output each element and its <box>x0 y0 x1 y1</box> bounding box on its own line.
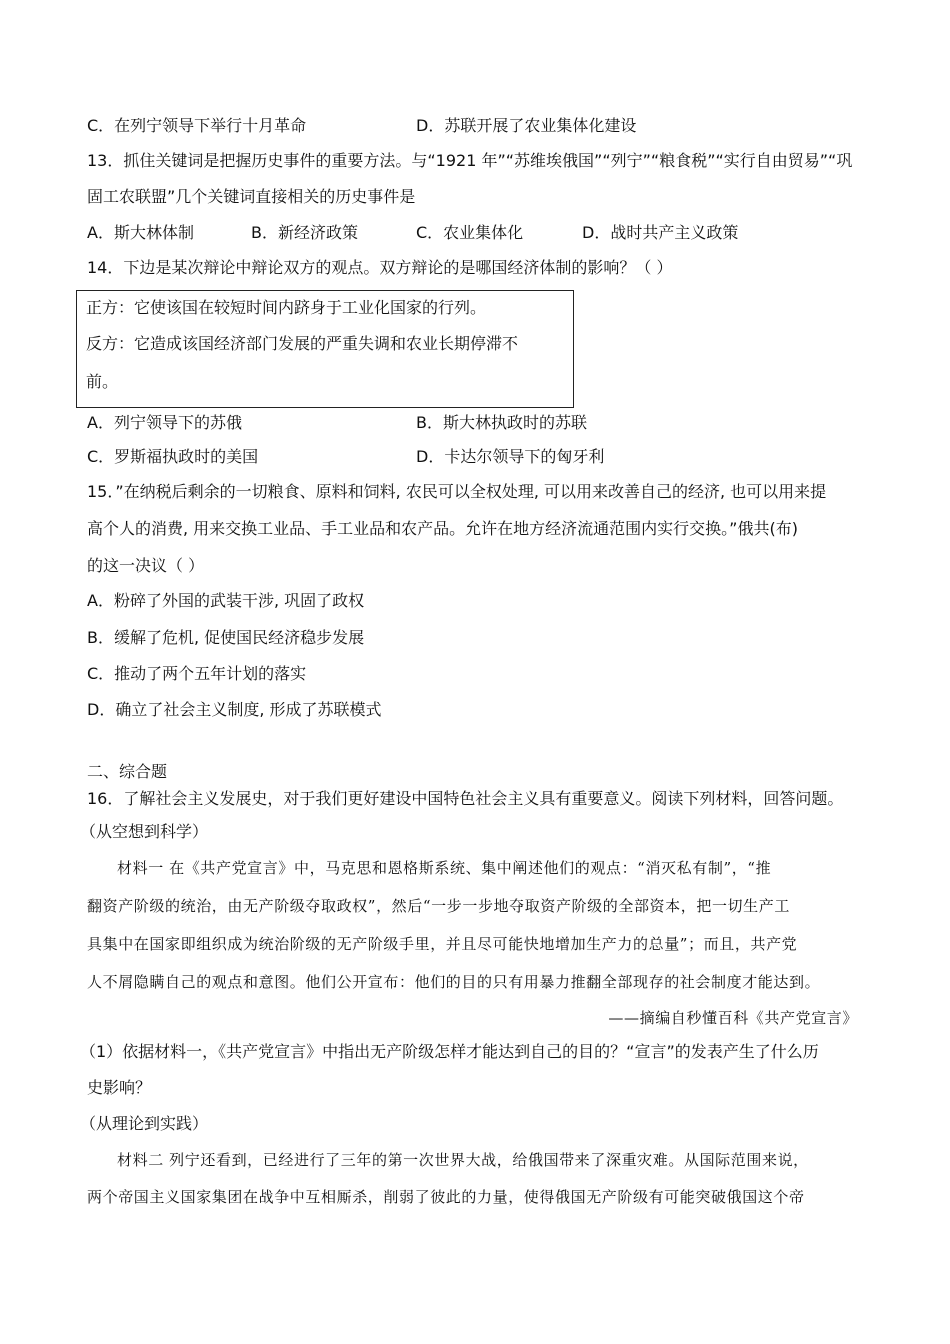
q13-option-c: C．农业集体化 <box>416 223 524 242</box>
q13-option-b: B．新经济政策 <box>251 223 358 242</box>
debate-con-line: 反方：它造成该国经济部门发展的严重失调和农业长期停滞不 <box>86 334 519 353</box>
q13-stem-line1: 13．抓住关键词是把握历史事件的重要方法。与“1921 年”“苏维埃俄国”“列宁”“粮食税”“实行自由贸易”“巩 <box>87 151 853 170</box>
q15-option-b: B．缓解了危机, 促使国民经济稳步发展 <box>87 628 365 647</box>
material1-source: ——摘编自秒懂百科《共产党宣言》 <box>608 1009 858 1027</box>
q14-stem: 14．下边是某次辩论中辩论双方的观点。双方辩论的是哪国经济体制的影响？（ ） <box>87 258 673 277</box>
material1-line4: 人不屑隐瞒自己的观点和意图。他们公开宣布：他们的目的只有用暴力推翻全部现存的社会制度才能达到。 <box>87 973 821 991</box>
q14-option-c: C．罗斯福执政时的美国 <box>87 447 259 466</box>
q16-part2-title: （从理论到实践） <box>80 1114 209 1133</box>
q12-option-c: C．在列宁领导下举行十月革命 <box>87 116 307 135</box>
q14-option-d: D．卡达尔领导下的匈牙利 <box>416 447 605 466</box>
debate-pro-line: 正方：它使该国在较短时间内跻身于工业化国家的行列。 <box>86 298 487 317</box>
q15-option-d: D．确立了社会主义制度, 形成了苏联模式 <box>87 700 382 719</box>
q13-option-d: D．战时共产主义政策 <box>582 223 739 242</box>
q16-sub1-line2: 史影响？ <box>87 1078 152 1097</box>
q16-part1-title: （从空想到科学） <box>80 822 209 841</box>
material1-line3: 具集中在国家即组织成为统治阶级的无产阶级手里，并且尽可能快地增加生产力的总量”；而且，共产党 <box>87 935 798 953</box>
q15-stem-line3: 的这一决议（ ） <box>87 556 205 575</box>
q16-sub1-line1: （1）依据材料一，《共产党宣言》中指出无产阶级怎样才能达到自己的目的？“宣言”的发表产生了什么历 <box>80 1042 819 1061</box>
q15-stem-line2: 高个人的消费, 用来交换工业品、手工业品和农产品。允许在地方经济流通范围内实行交换。”俄共(布) <box>87 519 798 538</box>
q15-option-c: C．推动了两个五年计划的落实 <box>87 664 307 683</box>
q14-option-a: A．列宁领导下的苏俄 <box>87 413 242 432</box>
q13-option-a: A．斯大林体制 <box>87 223 194 242</box>
debate-con-line-end: 前。 <box>86 372 119 391</box>
q15-stem-line1: 15．”在纳税后剩余的一切粮食、原料和饲料, 农民可以全权处理, 可以用来改善自己的经济, 也可以用来提 <box>87 482 827 501</box>
q16-stem: 16．了解社会主义发展史，对于我们更好建设中国特色社会主义具有重要意义。阅读下列材料，回答问题。 <box>87 789 844 808</box>
material1-line1: 材料一 在《共产党宣言》中，马克思和恩格斯系统、集中阐述他们的观点：“消灭私有制”，“推 <box>117 859 772 877</box>
q12-option-d: D．苏联开展了农业集体化建设 <box>416 116 637 135</box>
q14-option-b: B．斯大林执政时的苏联 <box>416 413 587 432</box>
material2-line1: 材料二 列宁还看到，已经进行了三年的第一次世界大战，给俄国带来了深重灾难。从国际范围来说， <box>117 1151 809 1169</box>
q15-option-a: A．粉碎了外国的武装干涉, 巩固了政权 <box>87 591 365 610</box>
section-heading: 二、综合题 <box>87 762 168 781</box>
material2-line2: 两个帝国主义国家集团在战争中互相厮杀，削弱了彼此的力量，使得俄国无产阶级有可能突破俄国这个帝 <box>87 1188 805 1206</box>
q13-stem-line2: 固工农联盟”几个关键词直接相关的历史事件是 <box>87 187 416 206</box>
material1-line2: 翻资产阶级的统治，由无产阶级夺取政权”，然后“一步一步地夺取资产阶级的全部资本，把一切生产工 <box>87 897 790 915</box>
